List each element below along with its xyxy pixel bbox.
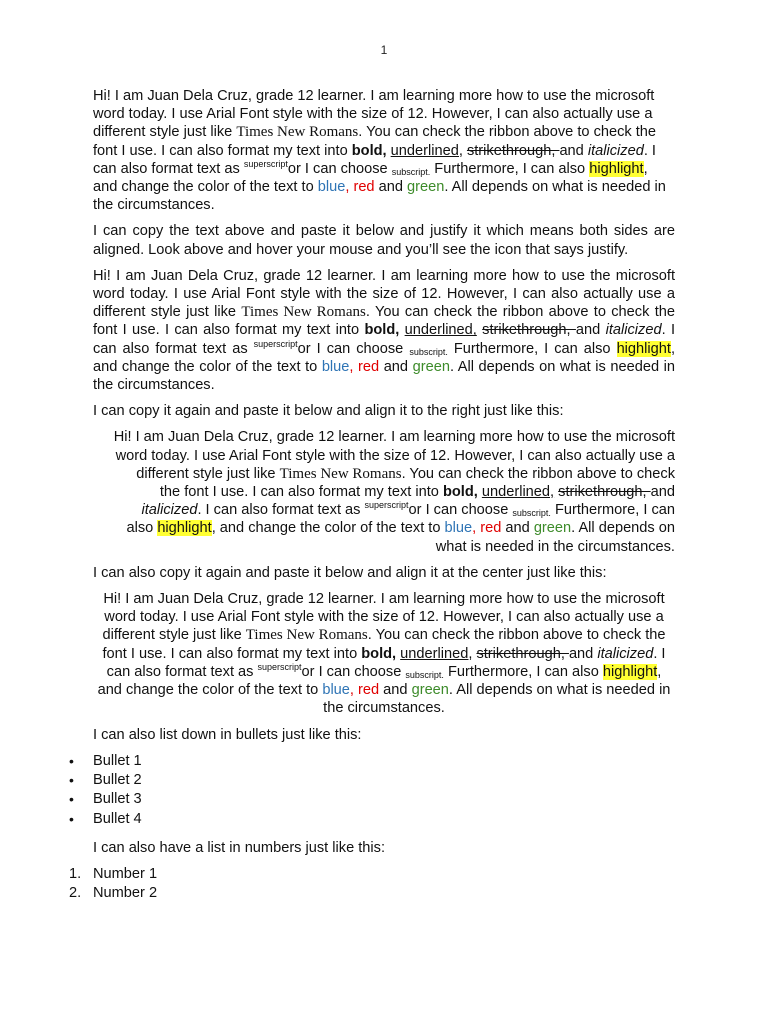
and-text: and — [559, 142, 588, 159]
underlined-text: underlined, — [481, 484, 555, 501]
intro-text: Hi! I am Juan Dela Cruz, grade 12 learner. I am learning more how to use the microsoft word today. I use Arial Font style with the size of 12. However, I can also actually use a different style just like — [102, 591, 665, 644]
bullet-text: Bullet 1 — [93, 752, 142, 769]
or-choose-text: or I can choose — [408, 502, 513, 519]
depends-text: . All depends on what is needed in the circumstances. — [93, 358, 675, 394]
highlight-text: highlight — [157, 520, 212, 537]
numbered-item[interactable] — [69, 865, 675, 884]
right-align-instruction[interactable]: I can copy it again and paste it below and align it to the right just like this: — [93, 403, 564, 420]
paragraph-centered[interactable] — [93, 590, 675, 717]
strikethrough-text: strikethrough, — [466, 142, 560, 159]
depends-text: . All depends on what is needed in the circumstances. — [93, 179, 666, 214]
intro-text: Hi! I am Juan Dela Cruz, grade 12 learner. I am learning more how to use the microsoft word today. I use Arial Font style with the size of 12. However, I can also actually use a different style just like — [93, 88, 655, 141]
furthermore-text: Furthermore, I can also — [447, 340, 617, 357]
intro-text: Hi! I am Juan Dela Cruz, grade 12 learner. I am learning more how to use the microsoft word today. I use Arial Font style with the size of 12. However, I can also actually use a different style just like — [113, 429, 675, 482]
number-label: 2. — [69, 885, 82, 902]
comma-text: , — [349, 358, 359, 375]
green-text: green — [411, 682, 449, 699]
subscript-text: subscript. — [512, 508, 551, 519]
blue-text: blue — [322, 682, 350, 699]
paragraph-left-aligned[interactable] — [93, 87, 675, 214]
format-text: . I can also format text as — [93, 142, 656, 177]
change-color-text: , and change the color of the text to — [97, 663, 662, 699]
numbered-text: Number 1 — [93, 866, 158, 883]
depends-text: . All depends on what is needed in the circumstances. — [323, 682, 671, 717]
and-end-text: and — [501, 520, 534, 537]
superscript-text: superscript — [257, 661, 302, 672]
italic-text: italicized — [605, 322, 662, 339]
subscript-text: subscript. — [409, 346, 448, 357]
red-text: red — [353, 179, 375, 196]
ribbon-text: . You can check the ribbon above to check the font I use. I can also format my text into — [93, 304, 675, 339]
blue-text: blue — [317, 179, 346, 196]
blue-text: blue — [444, 520, 473, 537]
bullet-icon: • — [69, 810, 74, 827]
change-color-text: , and change the color of the text to — [211, 520, 445, 537]
numbers-intro[interactable]: I can also have a list in numbers just like this: — [93, 839, 386, 856]
comma-text: , — [472, 520, 481, 537]
document-body[interactable] — [69, 87, 675, 904]
green-text: green — [407, 179, 445, 196]
bullets-intro[interactable]: I can also list down in bullets just like this: — [93, 726, 362, 743]
bullet-item[interactable] — [69, 810, 675, 829]
bullet-icon: • — [69, 752, 74, 769]
underlined-text: underlined, — [400, 645, 473, 662]
and-end-text: and — [379, 358, 413, 375]
format-text: . I can also format text as — [106, 645, 666, 680]
italic-text: italicized — [141, 502, 198, 519]
and-end-text: and — [374, 179, 408, 196]
page-number: 1 — [380, 43, 388, 57]
format-text: . I can also format text as — [93, 322, 675, 357]
ribbon-text: . You can check the ribbon above to check the font I use. I can also format my text into — [102, 627, 666, 662]
furthermore-text: Furthermore, I can also — [443, 663, 603, 680]
bold-text: bold, — [364, 322, 400, 339]
bullet-item[interactable] — [69, 771, 675, 790]
comma-text: , — [345, 179, 354, 196]
bullet-icon: • — [69, 772, 74, 788]
or-choose-text: or I can choose — [301, 663, 406, 680]
subscript-text: subscript. — [405, 669, 444, 680]
green-text: green — [412, 358, 450, 375]
subscript-text: subscript. — [391, 166, 431, 177]
change-color-text: , and change the color of the text to — [93, 160, 648, 196]
strikethrough-text: strikethrough, — [476, 645, 569, 662]
or-choose-text: or I can choose — [287, 160, 392, 177]
italic-text: italicized — [597, 645, 654, 662]
times-new-romans-text: Times New Romans — [236, 124, 359, 141]
numbered-text: Number 2 — [93, 885, 158, 902]
highlight-text: highlight — [602, 663, 658, 680]
bold-text: bold, — [351, 142, 387, 159]
numbered-list — [69, 865, 675, 904]
paragraph-justified[interactable] — [93, 267, 675, 394]
strikethrough-text: strikethrough, — [482, 322, 576, 339]
bullet-item[interactable] — [69, 790, 675, 809]
strikethrough-text: strikethrough, — [558, 484, 651, 501]
bold-text: bold, — [361, 645, 397, 662]
bold-text: bold, — [442, 484, 478, 501]
furthermore-text: Furthermore, I can also — [126, 502, 675, 537]
superscript-text: superscript — [253, 338, 298, 349]
and-text: and — [575, 322, 606, 339]
bullet-text: Bullet 2 — [93, 772, 142, 788]
format-text: . I can also format text as — [197, 502, 365, 519]
bullet-text: Bullet 3 — [93, 791, 142, 808]
center-align-instruction[interactable]: I can also copy it again and paste it below and align it at the center just like this: — [93, 564, 607, 581]
intro-text: Hi! I am Juan Dela Cruz, grade 12 learner. I am learning more how to use the microsoft word today. I use Arial Font style with the size of 12. However, I can also actually use a different style just like — [93, 267, 675, 321]
highlight-text: highlight — [616, 340, 671, 357]
ribbon-text: . You can check the ribbon above to check the font I use. I can also format my text into — [159, 465, 675, 501]
bullet-item[interactable] — [69, 752, 675, 771]
red-text: red — [358, 682, 380, 699]
times-new-romans-text: Times New Romans — [245, 627, 368, 644]
underlined-text: underlined, — [390, 142, 463, 159]
furthermore-text: Furthermore, I can also — [430, 160, 590, 177]
bullet-icon: • — [69, 791, 74, 808]
or-choose-text: or I can choose — [297, 340, 410, 357]
comma-text: , — [349, 682, 359, 699]
justify-instruction[interactable]: I can copy the text above and paste it below and justify it which means both sides are aligned. Look above and hover your mouse and you’ll see the icon that says justify. — [93, 223, 675, 258]
and-end-text: and — [379, 682, 412, 699]
red-text: red — [480, 520, 502, 537]
highlight-text: highlight — [589, 160, 644, 177]
superscript-text: superscript — [243, 158, 288, 169]
superscript-text: superscript — [364, 500, 409, 511]
change-color-text: , and change the color of the text to — [93, 340, 675, 375]
numbered-item[interactable] — [69, 884, 675, 903]
red-text: red — [358, 358, 380, 375]
times-new-romans-text: Times New Romans — [241, 304, 366, 321]
green-text: green — [533, 520, 572, 537]
paragraph-right-aligned[interactable] — [113, 428, 675, 555]
ribbon-text: . You can check the ribbon above to check the font I use. I can also format my text into — [93, 124, 657, 159]
blue-text: blue — [321, 358, 350, 375]
bullet-list — [69, 752, 675, 829]
times-new-romans-text: Times New Romans — [279, 465, 402, 482]
and-text: and — [568, 645, 598, 662]
underlined-text: underlined, — [404, 322, 477, 339]
italic-text: italicized — [587, 142, 644, 159]
bullet-text: Bullet 4 — [93, 810, 142, 827]
depends-text: . All depends on what is needed in the circumstances. — [435, 520, 675, 555]
number-label: 1. — [69, 866, 82, 883]
and-text: and — [650, 484, 675, 501]
